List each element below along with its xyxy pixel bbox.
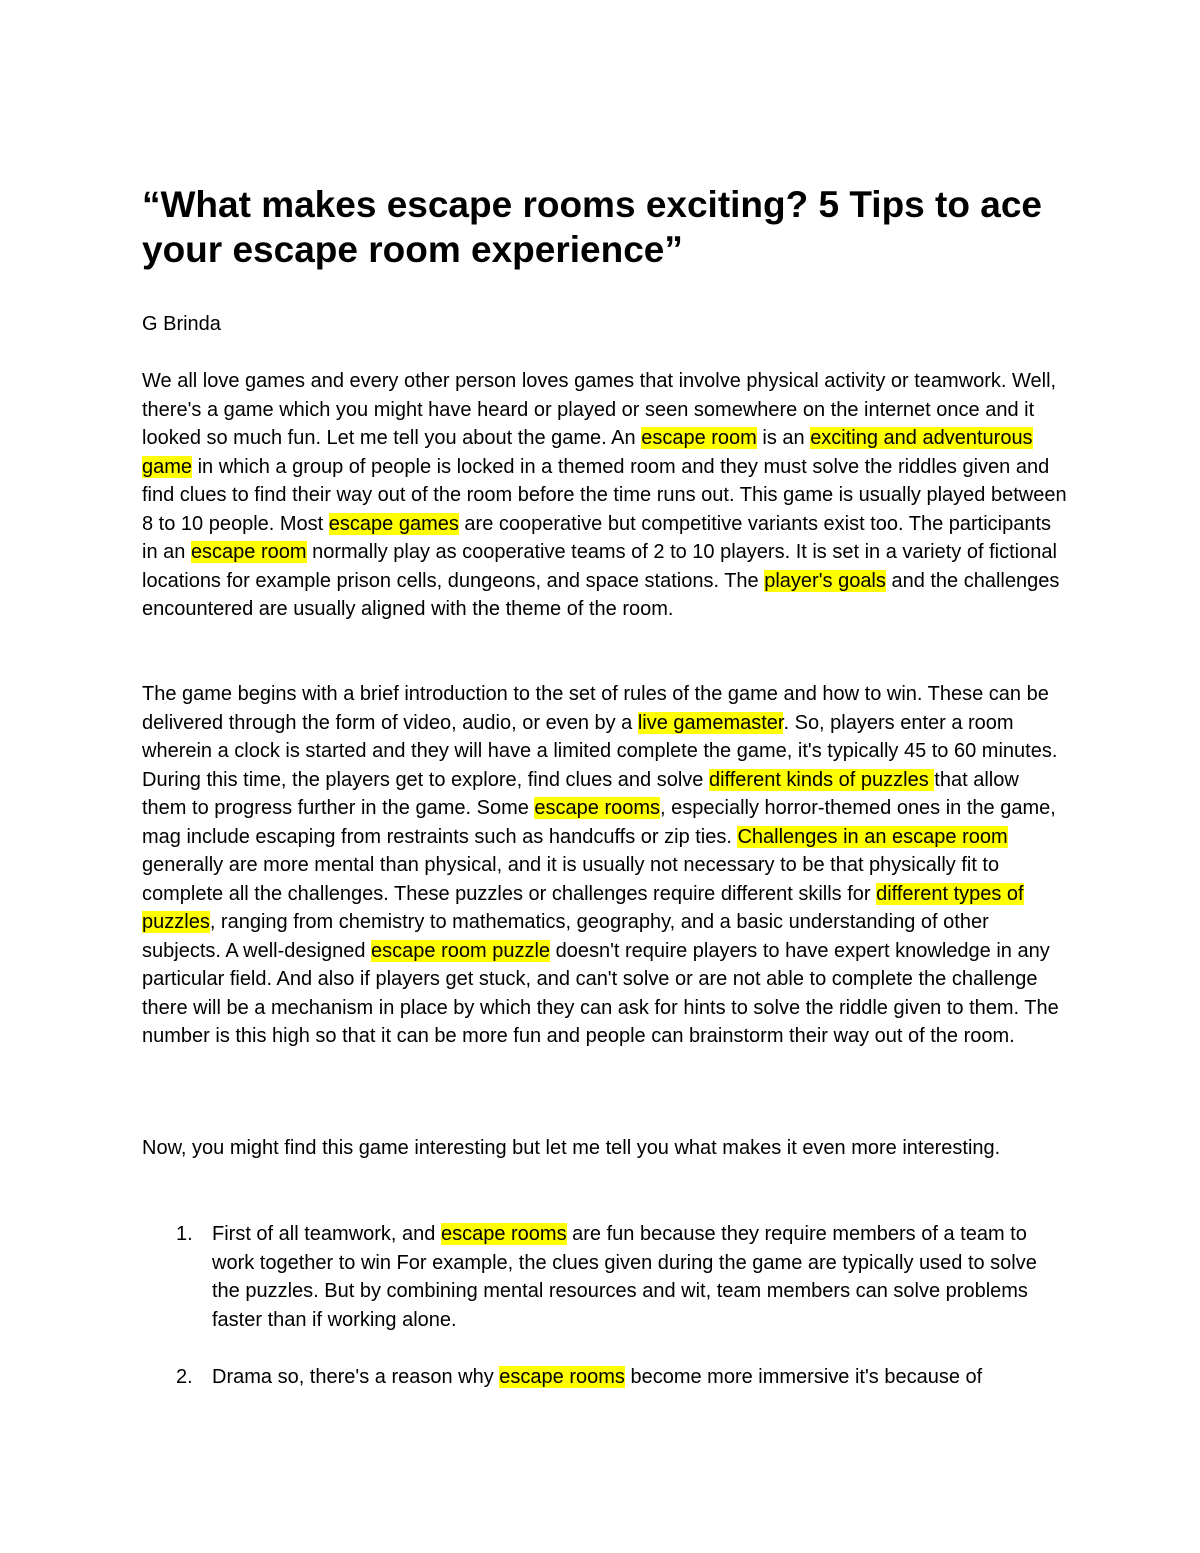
highlighted-phrase: escape room puzzle (371, 939, 551, 962)
list-item-text (212, 1366, 982, 1388)
text-run: and the challenges encountered are usually aligned with the theme of the room. (142, 569, 1060, 620)
text-run: in which a group of people is locked in a themed room and they must solve the riddles given and find clues to find their way out of the room before the time runs out. This game is usually played between 8 to 10 people. Most (142, 455, 1067, 535)
highlighted-phrase: Challenges in an escape room (737, 825, 1008, 848)
highlighted-phrase: escape rooms (499, 1365, 625, 1388)
list-item-text (212, 1223, 1037, 1331)
highlighted-phrase: escape room (641, 427, 757, 449)
text-run: , ranging from chemistry to mathematics, geography, and a basic understanding of other subjects. A well-designed (142, 911, 989, 962)
highlighted-phrase: different kinds of puzzles (708, 768, 935, 791)
paragraph-intro (142, 367, 1067, 624)
list-item-number: 1. (176, 1223, 193, 1245)
text-run: Drama so, there's a reason why (212, 1365, 500, 1388)
highlighted-phrase: different types of puzzles (142, 882, 1024, 933)
text-run: doesn't require players to have expert knowledge in any particular field. And also if players get stuck, and can't solve or are not able to complete the challenge there will be a mechanism in place by which they can ask for hints to solve the riddle given to them. The number is this high so that it can be more fun and people can brainstorm their way out of the room. (142, 939, 1059, 1047)
paragraph-gameplay (142, 680, 1067, 1051)
text-run: are cooperative but competitive variants exist too. The participants in an (142, 512, 1052, 563)
highlighted-phrase: escape room (190, 541, 307, 563)
list-item (142, 1220, 1067, 1334)
paragraph-transition (142, 1134, 1067, 1163)
text-run: Now, you might find this game interesting but let me tell you what makes it even more interesting. (142, 1137, 1001, 1159)
document-title: “What makes escape rooms exciting? 5 Tips to ace your escape room experience” (142, 184, 1042, 270)
highlighted-phrase: player's goals (764, 569, 886, 592)
text-run: . So, players enter a room wherein a clock is started and they will have a limited complete the game, it's typically 45 to 60 minutes. During this time, the players get to explore, find clues and solve (142, 711, 1058, 791)
highlighted-phrase: escape rooms (440, 1223, 567, 1245)
text-run: are fun because they require members of a team to work together to win For example, the clues given during the game are typically used to solve the puzzles. But by combining mental resources and wit, team members can solve problems faster than if working alone. (212, 1223, 1037, 1331)
text-run: become more immersive it's because of (624, 1365, 983, 1388)
author-name: G Brinda (142, 313, 221, 335)
text-run: is an (756, 427, 811, 449)
text-run: generally are more mental than physical, and it is usually not necessary to be that physically fit to complete all the challenges. These puzzles or challenges require different skills for (142, 854, 1000, 905)
highlighted-phrase: escape rooms (534, 797, 661, 819)
text-run: First of all teamwork, and (212, 1223, 441, 1245)
highlighted-phrase: escape games (328, 512, 459, 535)
text-run: The game begins with a brief introduction to the set of rules of the game and how to win. These can be delivered through the form of video, audio, or even by a (142, 683, 1049, 734)
highlighted-phrase: exciting and adventurous game (142, 427, 1033, 478)
tips-list (142, 1220, 1067, 1420)
list-item-number: 2. (176, 1365, 193, 1388)
list-item (142, 1363, 1067, 1392)
text-run: that allow them to progress further in the game. Some (142, 768, 1019, 819)
text-run: normally play as cooperative teams of 2 to 10 players. It is set in a variety of fictional locations for example prison cells, dungeons, and space stations. The (142, 541, 1057, 592)
highlighted-phrase: live gamemaster (637, 711, 784, 734)
text-run: , especially horror-themed ones in the game, mag include escaping from restraints such as handcuffs or zip ties. (142, 797, 1056, 848)
text-run: We all love games and every other person loves games that involve physical activity or teamwork. Well, there's a game which you might have heard or played or seen somewhere on the internet once and it looked so much fun. Let me tell you about the game. An (142, 370, 1057, 449)
